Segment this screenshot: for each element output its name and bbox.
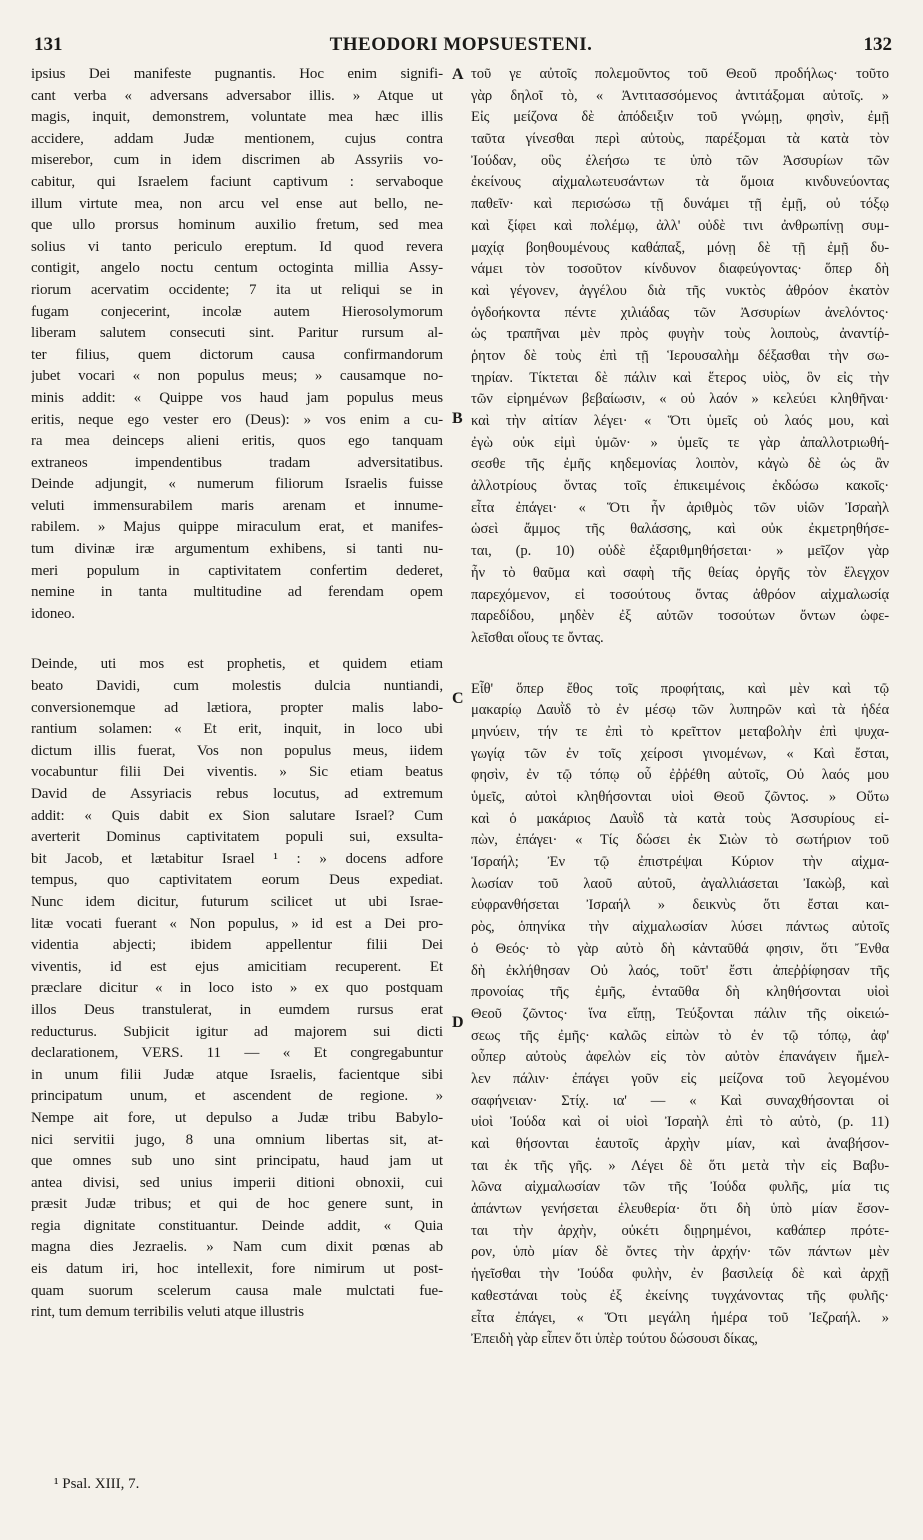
latin-text-line: eritis, neque ego vester ero (Deus): » vos enim a cu- bbox=[31, 411, 443, 428]
greek-text-line: μαχίᾳ βοηθουμένους καθάπαξ, μόνῃ δὲ τῇ ἐμῇ δυ- bbox=[471, 239, 889, 256]
latin-text-line: viventis, id est ejus amicitiam recuperent. Et bbox=[31, 958, 443, 975]
greek-text-line: πὼν, ἐπάγει· « Τίς δώσει ἐκ Σιὼν τὸ σωτήριον τοῦ bbox=[471, 832, 889, 849]
latin-text-line: meri populum in captivitatem confertim dederet, bbox=[31, 562, 443, 579]
latin-text-line: liberam salutem consecuti sint. Paritur rursum al- bbox=[31, 325, 443, 342]
greek-text-line: μηνύειν, τήν τε ἐπὶ τὸ κρεῖττον μεταβολὴν ἐπὶ ψυχα- bbox=[471, 723, 889, 740]
greek-text-line: γὰρ δηλοῖ τὸ, « Ἀντιτασσόμενος ἀντιτάξομαι αὐτοῖς. » bbox=[471, 87, 889, 104]
greek-text-line: γωγίᾳ τῶν ἐν τοῖς χείροσι γινομένων, « Καὶ ἔσται, bbox=[471, 745, 889, 762]
greek-text-line: φησὶν, ἐν τῷ τόπῳ οὗ ἐῤῥέθη αὐτοῖς, Οὐ λαός μου bbox=[471, 767, 889, 784]
greek-text-line: ἦν τὸ θαῦμα καὶ σαφὴ τῆς θείας ὀργῆς τὸν ἔλεγχον bbox=[471, 564, 889, 581]
greek-text-line: τηρίαν. Τίκτεται δὲ πάλιν καὶ ἕτερος υἱὸς, ὃν εἰς τὴν bbox=[471, 369, 889, 386]
latin-text-line: reducturus. Subjicit igitur ad majorem sui dicti bbox=[31, 1023, 443, 1040]
latin-text-line: miserebor, cum in idem discrimen ab Assyriis vo- bbox=[31, 152, 443, 169]
greek-text-line: δὴ ἐκλήθησαν Οὐ λαός, τοῦτ' ἔστι ἀπεῤῥίφησαν τῆς bbox=[471, 962, 889, 979]
latin-text-line: nici servitii jugo, 8 una omnium libertas sit, at- bbox=[31, 1131, 443, 1148]
greek-text-line: ται τὴν ἀρχὴν, οὐκέτι διῃρημένοι, καθάπερ πρότε- bbox=[471, 1222, 889, 1239]
latin-text-line: minis addit: « Quippe vos haud jam populus meus bbox=[31, 389, 443, 406]
greek-text-line: λῶνα αἰχμαλωσίαν τῶν τῆς Ἰούδα φυλῆς, μία τις bbox=[471, 1179, 889, 1196]
latin-text-line: vocabuntur filii Dei viventis. » Sic etiam beatus bbox=[31, 764, 443, 781]
latin-text-line: præsit Judæ tribus; et qui de hoc genere sunt, in bbox=[31, 1196, 443, 1213]
greek-text-line: ρον, ὑπὸ μίαν δὲ ὄντες τὴν ἀρχήν· τῶν πάντων μὲν bbox=[471, 1244, 889, 1261]
greek-text-line: ὡσεὶ ἄμμος τῆς θαλάσσης, καὶ οὐκ ἐκμετρηθήσε- bbox=[471, 521, 889, 538]
latin-text-line: conversionemque ad lætiora, propter malis labo- bbox=[31, 699, 443, 716]
greek-text-line: ται, (p. 10) οὐδὲ ἐξαριθμηθήσεται· » μεῖζον γὰρ bbox=[471, 543, 889, 560]
latin-text-line: que ullo prorsus hominum auxilio fretum, sed mea bbox=[31, 217, 443, 234]
greek-text-line: τοῦ γε αὐτοῖς πολεμοῦντος τοῦ Θεοῦ προδήλως· τοῦτο bbox=[471, 66, 889, 82]
latin-text-line: extraneos impendentibus tradam adversitatibus. bbox=[31, 454, 443, 471]
margin-marker-d: D bbox=[452, 1014, 464, 1031]
latin-text-line: dictum illis fuerat, Vos non populus meus, iidem bbox=[31, 742, 443, 759]
greek-text-line: ἐκείνους αἰχμαλωτευσάντων τὰ ὅμοια κινδυνεύοντας bbox=[471, 174, 889, 191]
latin-text-line: eis datum iri, hoc intellexit, fore nimirum ut post- bbox=[31, 1261, 443, 1278]
greek-text-line: καὶ ξίφει καὶ πολέμῳ, ἀλλ' οὐδὲ τινι ἀνθρωπίνῃ συμ- bbox=[471, 217, 889, 234]
latin-text-line: veluti immensurabilem maris arenam et innume- bbox=[31, 497, 443, 514]
latin-text-line: bit Jacob, et lætabitur Israel ¹ : » docens adfore bbox=[31, 850, 443, 867]
greek-text-line: σεως τῆς ἐμῆς· καλῶς εἰπὼν τὸ ἐν τῷ τόπῳ, ἀφ' bbox=[471, 1027, 889, 1044]
latin-text-line: rantium solamen: « Et erit, inquit, in loco ubi bbox=[31, 721, 443, 738]
greek-text-line: υἱοὶ Ἰούδα καὶ οἱ υἱοὶ Ἰσραὴλ ἐπὶ τὸ αὐτὸ, (p. 11) bbox=[471, 1114, 889, 1131]
latin-text-line: tum divinæ iræ argumentum exhibens, si tanti nu- bbox=[31, 541, 443, 558]
greek-text-line: ἁπάντων γενήσεται ἐλευθερία· ὅτι δὴ ὑπὸ μίαν ἔσον- bbox=[471, 1201, 889, 1218]
latin-text-line: nemine in tanta multitudine ad ferendam opem bbox=[31, 584, 443, 601]
greek-text-line: οὗπερ αὐτοὺς ἀφελὼν εἰς τὸν αὐτὸν ἐπανάγειν ἤμελ- bbox=[471, 1049, 889, 1066]
latin-column bbox=[31, 64, 443, 1324]
latin-text-line: litæ vocati fuerant « Non populus, » id est a Dei pro- bbox=[31, 915, 443, 932]
greek-column bbox=[471, 64, 889, 1351]
greek-text-line: ἀλλοτρίους ὄντας τοῖς ἐπικειμένοις ἐκδώσω κακοῖς· bbox=[471, 478, 889, 495]
greek-text-line: λεν πάλιν· ἐπάγει γοῦν εἰς μείζονα τοῦ λεγομένου bbox=[471, 1070, 889, 1087]
greek-text-line: καθεστάναι τοὺς ἐξ ἐκείνης τυγχάνοντας τῆς φυλῆς· bbox=[471, 1287, 889, 1304]
greek-text-line: ὑμεῖς, αὐτοὶ κληθήσονται υἱοὶ Θεοῦ ζῶντος. » Οὕτω bbox=[471, 789, 889, 805]
latin-text-line: rint, tum demum terribilis veluti atque illustris bbox=[31, 1304, 304, 1321]
greek-text-line: ται ἐκ τῆς γῆς. » Λέγει δὲ ὅτι μετὰ τὴν εἰς Βαβυ- bbox=[471, 1157, 889, 1174]
latin-text-line: addit: « Quis dabit ex Sion salutare Israel? Cum bbox=[31, 807, 443, 824]
latin-text-line: magna dies Jezraelis. » Nam cum dixit pœnas ab bbox=[31, 1239, 443, 1256]
greek-text-line: παρεχόμενον, εἰ τοσούτους ὄντας ἀθρόον αἰχμαλωσίᾳ bbox=[471, 586, 889, 603]
latin-text-line: Nempe ait fore, ut depulso a Judæ tribu Babylo- bbox=[31, 1109, 443, 1126]
latin-text-line: illum virtute mea, non arcu vel ense aut bello, ne- bbox=[31, 195, 443, 212]
latin-text-line: antea divisi, sed unius imperii ditioni obnoxii, cui bbox=[31, 1174, 443, 1191]
latin-text-line: principatum unum, et ascendent de regione. » bbox=[31, 1088, 443, 1105]
margin-marker-a: A bbox=[452, 66, 464, 83]
latin-text-line: præclare dicitur « in loco isto » ex quo postquam bbox=[31, 980, 443, 997]
latin-text-line: tempus, quo captivitatem eorum Deus expediat. bbox=[31, 872, 443, 889]
latin-text-line: que omnes sub uno sint principatu, haud jam ut bbox=[31, 1153, 443, 1170]
greek-text-line: μακαρίῳ Δαυῒδ τὸ ἐν μέσῳ τῶν λυπηρῶν καὶ τὰ ἡδέα bbox=[471, 702, 889, 719]
latin-text-line: Deinde, uti mos est prophetis, et quidem etiam bbox=[31, 656, 443, 673]
margin-marker-b: B bbox=[452, 410, 463, 427]
greek-text-line: καὶ ὁ μακάριος Δαυῒδ τὰ κατὰ τοὺς Ἀσσυρίους εἰ- bbox=[471, 810, 889, 827]
latin-text-line: accidere, addam Judæ mentionem, cujus contra bbox=[31, 130, 443, 147]
greek-text-line: εἶτα ἐπάγει· « Ὅτι ἦν ἀριθμὸς τῶν υἱῶν Ἰσραὴλ bbox=[471, 499, 889, 516]
greek-text-line: σαφήνειαν· Στίχ. ια' — « Καὶ συναχθήσονται οἱ bbox=[471, 1092, 889, 1109]
greek-text-line: ἡγεῖσθαι τὴν Ἰούδα φυλὴν, ἐν βασιλείᾳ δὲ καὶ ἀρχῇ bbox=[471, 1266, 889, 1283]
running-title: THEODORI MOPSUESTENI. bbox=[329, 34, 593, 55]
latin-text-line: magis, inquit, demonstrem, voluntate mea hæc illis bbox=[31, 109, 443, 126]
latin-text-line: contigit, angelo noctu centum octoginta millia Assy- bbox=[31, 260, 443, 277]
latin-text-line: riorum acervatim occidente; 7 ita ut reliqui se in bbox=[31, 281, 443, 298]
greek-text-line: προνοίας τῆς ἐμῆς, ἐνταῦθα δὴ κληθήσονται υἱοὶ bbox=[471, 984, 889, 1001]
greek-text-line: καὶ τὴν αἰτίαν λέγει· « Ὅτι ὑμεῖς οὐ λαός μου, καὶ bbox=[471, 413, 889, 429]
greek-text-line: ὀγδοήκοντα πέντε χιλιάδας τῶν Ἀσσυρίων ἀνελόντος· bbox=[471, 304, 889, 321]
greek-text-line: ῥητον δὲ τοὺς ἐπὶ τῇ Ἱερουσαλὴμ δέξασθαι τὴν σω- bbox=[471, 347, 889, 364]
greek-text-line: ὡς τραπῆναι μὲν πρὸς φυγὴν τοὺς λοιποὺς, ἀναντίῤ- bbox=[471, 326, 889, 343]
latin-text-line: jubet vocari « non populus meus; » causamque no- bbox=[31, 368, 443, 385]
greek-text-line: εἶτα ἐπάγει, « Ὅτι μεγάλη ἡμέρα τοῦ Ἰεζραήλ. » bbox=[471, 1309, 889, 1326]
greek-text-line: Ἰσραήλ; Ἐν τῷ ἐπιστρέψαι Κύριον τὴν αἰχμα- bbox=[471, 854, 889, 871]
greek-text-line: Θεοῦ ζῶντος· ἵνα εἴπῃ, Τεύξονται πάλιν τῆς οἰκειώ- bbox=[471, 1005, 889, 1022]
latin-text-line: cabitur, qui Israelem faciunt captivum : servaboque bbox=[31, 173, 443, 190]
greek-text-line: ρὸς, ὁπηνίκα τὴν αἰχμαλωσίαν λύσει πάντως αὐτοῖς bbox=[471, 919, 889, 936]
latin-text-line: rabilem. » Majus quippe miraculum erat, et manifes- bbox=[31, 519, 443, 536]
latin-text-line: beato Davidi, cum molestis dulcia nuntiandi, bbox=[31, 678, 443, 695]
greek-text-line: ὁ Θεός· τὸ γὰρ αὐτὸ δὴ κἀνταῦθά φησιν, ὅτι Ἔνθα bbox=[471, 940, 889, 957]
greek-text-line: καὶ θήσονται ἑαυτοῖς ἀρχὴν μίαν, καὶ ἀναβήσον- bbox=[471, 1136, 889, 1152]
paragraph-gap bbox=[31, 625, 443, 654]
greek-text-line: λεῖσθαι οἵους τε ὄντας. bbox=[471, 629, 604, 646]
greek-text-line: Ἰούδαν, οὓς ἐλεήσω τε ὑπὸ τῶν Ἀσσυρίων τῶν bbox=[471, 152, 889, 169]
greek-text-line: καὶ γέγονεν, ἀγγέλου διὰ τῆς νυκτὸς ἀθρόον ἑκατὸν bbox=[471, 282, 889, 299]
latin-text-line: quam suorum scelerum causa male mulctati fue- bbox=[31, 1282, 443, 1299]
latin-text-line: ipsius Dei manifeste pugnantis. Hoc enim signifi- bbox=[31, 66, 443, 82]
margin-marker-c: C bbox=[452, 690, 464, 707]
greek-text-line: εὐφρανθήσεται Ἰσραήλ » δεικνὺς ὅτι ἔσται και- bbox=[471, 897, 889, 914]
greek-text-line: Ἐπειδὴ γὰρ εἶπεν ὅτι ὑπὲρ τούτου δώσουσι δίκας, bbox=[471, 1331, 758, 1348]
paragraph-gap bbox=[471, 650, 889, 679]
footnote: ¹ Psal. XIII, 7. bbox=[54, 1476, 140, 1492]
running-header bbox=[30, 34, 892, 60]
page-number-right: 132 bbox=[863, 34, 892, 55]
latin-text-line: Nunc idem dicitur, futurum scilicet ut ubi Israe- bbox=[31, 893, 443, 910]
greek-text-line: ταῦτα γίνεσθαι περὶ αὐτοὺς, παρέξομαι τὰ κατὰ τὸν bbox=[471, 131, 889, 148]
greek-text-line: σεσθε τῆς ἐμῆς κηδεμονίας λοιπὸν, κἀγὼ δὲ ὡς ἂν bbox=[471, 456, 889, 473]
latin-text-line: solius vi tanto periculo ereptum. Id quod revera bbox=[31, 238, 443, 255]
latin-text-line: declarationem, VERS. 11 — « Et congregabuntur bbox=[31, 1045, 443, 1062]
greek-text-line: τῶν εἰρημένων βεβαίωσιν, « οὐ λαόν » κελεύει κληθῆναι· bbox=[471, 391, 889, 408]
greek-text-line: Εἶθ' ὅπερ ἔθος τοῖς προφήταις, καὶ μὲν καὶ τῷ bbox=[471, 680, 889, 697]
page-number-left: 131 bbox=[34, 34, 63, 55]
greek-text-line: παθεῖν· καὶ περισώσω τῇ δυνάμει τῇ ἐμῇ, οὐ τόξῳ bbox=[471, 196, 889, 213]
latin-text-line: in unum filii Judæ atque Israelis, facientque sibi bbox=[31, 1066, 443, 1083]
latin-text-line: fugam conjecerint, incolæ autem Hierosolymorum bbox=[31, 303, 443, 320]
latin-text-line: regia dignitate constituantur. Deinde addit, « Quia bbox=[31, 1217, 443, 1234]
latin-text-line: Deinde adjungit, « numerum filiorum Israelis fuisse bbox=[31, 476, 443, 493]
greek-text-line: Εἰς μείζονα δὲ ἀπόδειξιν τοῦ γνώμῃ, φησὶν, ἐμῇ bbox=[471, 109, 889, 126]
greek-text-line: νάμει τὸν τοσοῦτον κίνδυνον διαφεύγοντας· ὅπερ δὴ bbox=[471, 261, 889, 278]
latin-text-line: videntia abjecti; ibidem appellentur filii Dei bbox=[31, 937, 443, 954]
greek-text-line: ἐγὼ οὐκ εἰμὶ ὑμῶν· » ὑμεῖς τε γὰρ ἀπαλλοτριωθή- bbox=[471, 434, 889, 451]
latin-text-line: ra mea deinceps alieni eritis, quos ego tanquam bbox=[31, 433, 443, 450]
latin-text-line: ter filius, quem dictorum causa confirmandorum bbox=[31, 346, 443, 363]
latin-text-line: idoneo. bbox=[31, 605, 75, 622]
greek-text-line: παρεδίδου, μηδὲν ἐξ αὐτῶν τοσούτων ὄντων ὠφε- bbox=[471, 608, 889, 625]
latin-text-line: cant verba « adversans adversabor illis. » Atque ut bbox=[31, 87, 443, 104]
latin-text-line: averterit Dominus captivitatem populi sui, exsulta- bbox=[31, 829, 443, 846]
greek-text-line: λωσίαν τοῦ λαοῦ αὐτοῦ, ἀγαλλιάσεται Ἰακὼβ, καὶ bbox=[471, 875, 889, 892]
latin-text-line: illos Deus transtulerat, in eumdem rursus erat bbox=[31, 1001, 443, 1018]
latin-text-line: David de Assyriacis rebus locutus, ad extremum bbox=[31, 786, 443, 802]
